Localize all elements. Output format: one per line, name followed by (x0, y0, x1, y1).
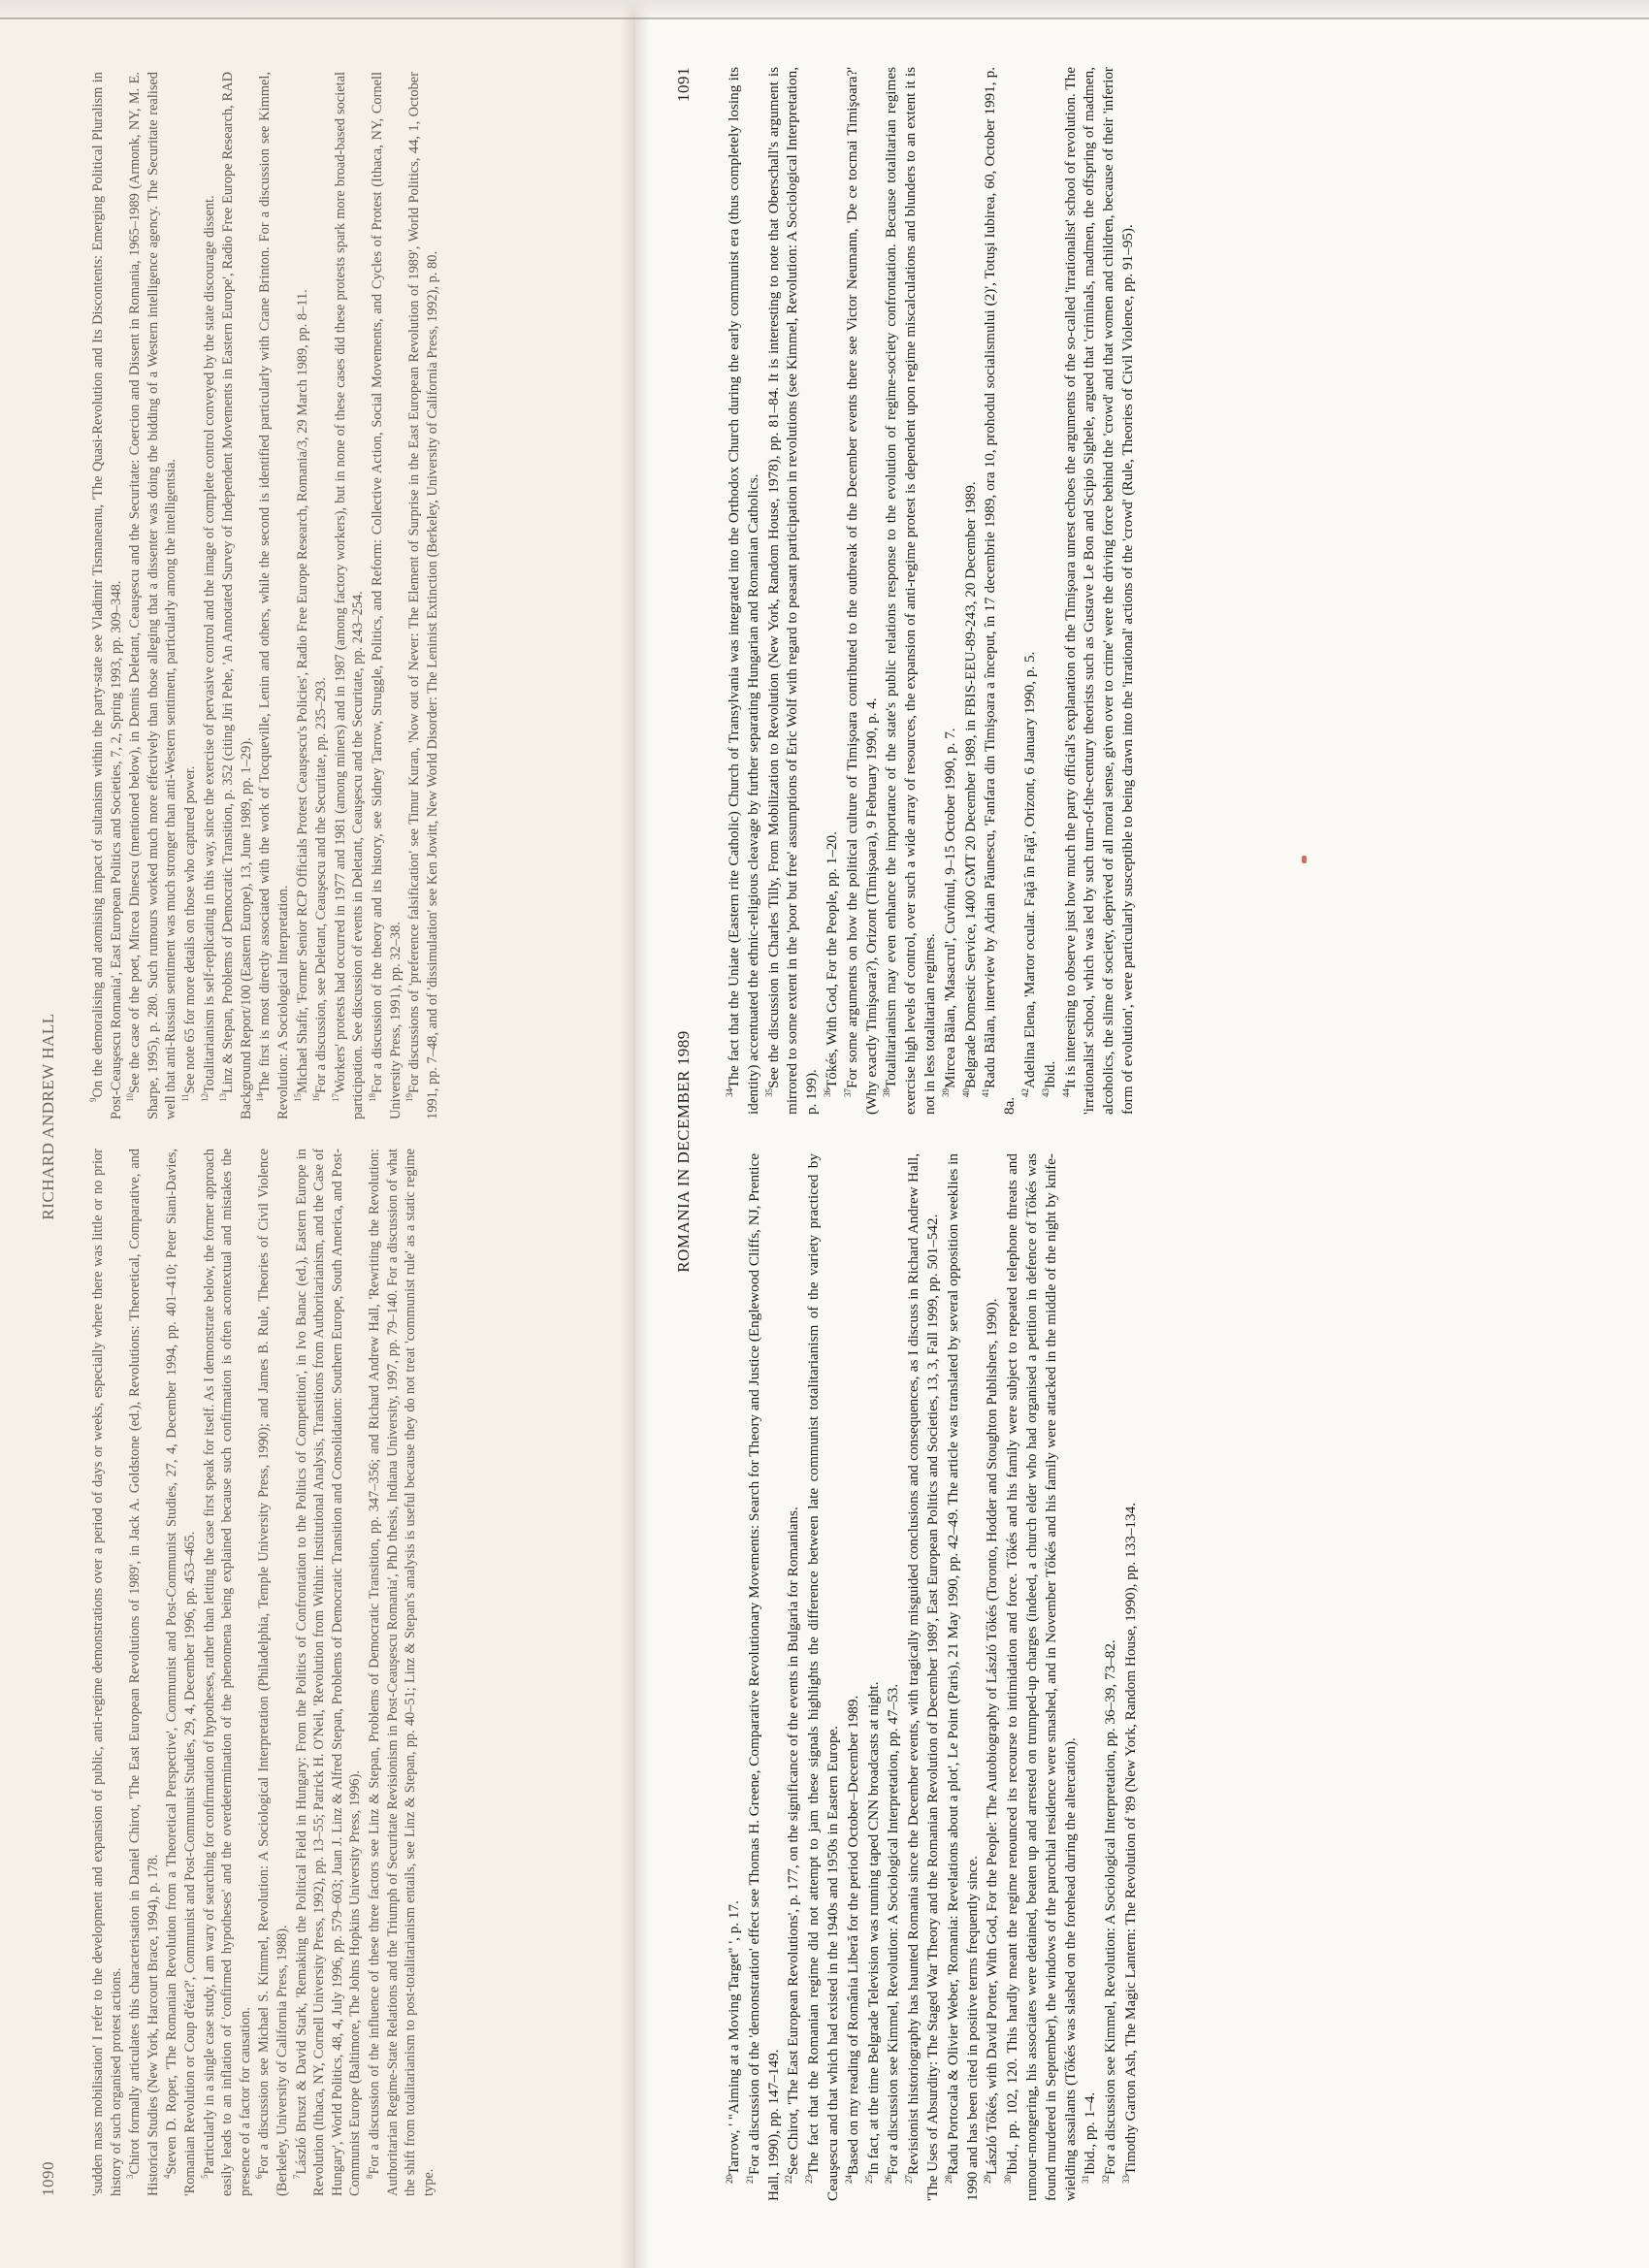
footnote-number: 39 (940, 1088, 951, 1097)
footnote (89, 72, 125, 1119)
footnote-number: 16 (311, 1093, 322, 1102)
footnote (882, 67, 939, 1115)
footnote (725, 67, 763, 1115)
footnote (983, 1153, 1002, 2201)
footnote-text: For a discussion, see Deletant, Ceauşescu and the Securitate, pp. 235–293. (313, 677, 330, 1093)
footnote (181, 72, 200, 1119)
footnote-number: 33 (1120, 2175, 1131, 2184)
left-page-content (39, 72, 621, 2196)
footnote-text: The fact that the Uniate (Eastern rite Catholic) Church of Transylvania was integrated into the Orthodox Church during the early communist era (thus completely losing its identity) accentuated the ethnic-religious cleavage by further separating Hungarian and Romanian Catholics. (726, 67, 761, 1115)
left-running-head: RICHARD ANDREW HALL (39, 1013, 57, 1220)
footnote-number: 22 (784, 2175, 794, 2184)
footnote (784, 1153, 803, 2201)
footnote (864, 1153, 884, 2201)
footnote (312, 72, 331, 1119)
footnote-number: 43 (1040, 1088, 1051, 1097)
footnote-number: 31 (1081, 2175, 1091, 2184)
footnote-text: For a discussion of the 'demonstration' effect see Thomas H. Greene, Comparative Revolutionary Movements: Search for Theory and Justice (Englewood Cliffs, NJ, Prentice Hall, 1990), pp. 147–149. (745, 1153, 782, 2201)
footnote-text: In fact, at the time Belgrade Television was running taped CNN broadcasts at night. (864, 1681, 882, 2175)
footnote-number: 7 (291, 2174, 302, 2179)
footnote (1003, 1153, 1080, 2201)
footnote-text: Based on my reading of România Liberă for the period October–December 1989. (844, 1695, 861, 2175)
footnote-text: On the demoralising and atomising impact of sultanism within the party-state see Vladimir Tismaneanu, 'The Quasi-Revolution and Its Discontents: Emerging Political Pluralism in Post-Ceauşescu Romania', East European Politics and Societies, 7, 2, Spring 1993, pp. 309–348. (90, 72, 124, 1119)
footnote-text: 'sudden mass mobilisation' I refer to the development and expansion of public, anti-regime demonstrations over a period of days or weeks, especially where there was little or no prior history of such organised protest actions. (90, 1149, 124, 2196)
footnote (844, 1153, 863, 2201)
footnote (293, 1149, 365, 2196)
footnote (201, 1149, 255, 2196)
footnote-text: Ibid., pp. 102, 120. This hardly meant the regime renounced its recourse to intimidation and force. Tőkés and his family were subject to repeated telephone threats and rumour-mongering, his associates were detained, beaten up and arrested on trumped-up charges (indeed, a church elder who had organised a petition in defence of Tőkés was found murdered in September), the windows of the parochial residence were smashed, and in November Tőkés and his family were attacked in the middle of the night by knife-wielding assailants (Tőkés was slashed on the forehead during the altercation). (1004, 1153, 1079, 2201)
footnote-text: Steven D. Roper, 'The Romanian Revolution from a Theoretical Perspective', Communist and Post-Communist Studies, 27, 4, December 1994, pp. 401–410; Peter Siani-Davies, 'Romanian Revolution or Coup d'état?', Communist and Post-Communist Studies, 29, 4, December 1996, pp. 453–465. (164, 1149, 198, 2196)
footnote-number: 5 (199, 2174, 210, 2179)
footnote-number: 21 (744, 2175, 755, 2184)
footnote-text: The first is most directly associated with the work of Tocqueville, Lenin and others, while the second is identified particularly with Crane Brinton. For a discussion see Kimmel, Revolution: A Sociological Interpretation. (257, 72, 291, 1119)
left-page-number: 1090 (39, 2161, 57, 2196)
footnote-text: Tőkés, With God, For the People, pp. 1–20. (823, 831, 840, 1088)
footnote (804, 1153, 843, 2201)
footnote-text: Totalitarianism is self-replicating in this way, since the exercise of pervasive control and the image of complete control conveyed by the state discourage dissent. (201, 195, 217, 1093)
footnote-number: 28 (943, 2175, 954, 2184)
footnote (1061, 67, 1138, 1115)
footnote-text: See note 65 for more details on those who captured power. (181, 765, 198, 1094)
footnote-number: 8 (365, 2174, 375, 2179)
footnote-text: Revisionist historiography has haunted Romania since the December events, with tragically misguided conclusions and consequences, as I discuss in Richard Andrew Hall, 'The Uses of Absurdity: The Staged War Theory and the Romanian Revolution of December 1989', East European Politics and Societies, 13, 3, Fall 1999, pp. 501–542. (905, 1153, 941, 2201)
footnote-text: See the discussion in Charles Tilly, From Mobilization to Revolution (New York, Random House, 1978), pp. 81–84. It is interesting to note that Oberschall's argument is mirrored to some extent in the 'poor but free' assumptions of Eric Wolf with regard to peasant participation in revolutions (see Kimmel, Revolution: A Sociological Interpretation, p. 199). (764, 67, 821, 1115)
footnote (1041, 67, 1060, 1115)
footnote (219, 72, 255, 1119)
footnote (745, 1153, 784, 2201)
footnote (1081, 1153, 1100, 2201)
footnote-number: 15 (292, 1093, 303, 1102)
footnote-number: 32 (1101, 2175, 1112, 2184)
footnote-number: 10 (125, 1093, 136, 1102)
footnote-number: 23 (804, 2175, 815, 2184)
footnote-text: Belgrade Domestic Service, 1400 GMT 20 December 1989, in FBIS-EEU-89-243, 20 December 1989. (961, 481, 979, 1088)
footnote-text: Tarrow, ' "Aiming at a Moving Target" ', p. 17. (726, 1900, 742, 2175)
right-footnotes (725, 67, 1141, 2201)
footnote (89, 1149, 125, 2196)
footnote (944, 1153, 983, 2201)
right-page-content (674, 67, 1586, 2201)
footnote-number: 6 (254, 2174, 265, 2179)
footnote-number: 19 (404, 1093, 415, 1102)
footnote-text: Michael Shafir, 'Former Senior RCP Officials Protest Ceauşescu's Policies', Radio Free Europe Research, Romania/3, 29 March 1989, pp. 8–11. (294, 289, 310, 1093)
footnote-text: László Tőkés, with David Porter, With God, For the People: The Autobiography of László Tőkés (Toronto, Hodder and Stoughton Publishers, 1990). (984, 1298, 1001, 2175)
footnote-text: Mircea Bălan, 'Masacrul', Cuvîntul, 9–15 October 1990, p. 7. (941, 728, 958, 1088)
footnote-text: See Chirot, 'The East European Revolutions', p. 177, on the significance of the events in Bulgaria for Romanians. (785, 1507, 802, 2175)
footnote (725, 1153, 744, 2201)
footnote-number: 13 (218, 1093, 229, 1102)
book-gutter (621, 0, 650, 2268)
footnote-text: Particularly in a single case study, I am wary of searching for confirmation of hypotheses, rather than letting the case first speak for itself. As I demonstrate below, the former approach easily leads to an inflation of 'confirmed hypotheses' and the overdetermination of the phenomena being explained because such confirmation is often acontextual and mistakes the presence of a factor for causation. (201, 1149, 253, 2196)
footnote-number: 24 (843, 2175, 854, 2184)
footnote-text: For a discussion see Kimmel, Revolution: A Sociological Interpretation, pp. 47–53. (885, 1683, 902, 2175)
footnote-text: Totalitarianism may even enhance the importance of the state's public relations response to the evolution of regime-society confrontation. Because totalitarian regimes exercise high levels of control, over such a wide array of resources, the expansion of anti-regime protest is dependent upon regime miscalculations and blunders to an extent it is not in less totalitarian regimes. (883, 67, 938, 1115)
footnote (163, 1149, 199, 2196)
footnote-number: 26 (884, 2175, 894, 2184)
footnote (941, 67, 960, 1115)
footnote-number: 4 (162, 2174, 173, 2179)
footnote-text: Radu Bălan, interview by Adrian Păunescu, 'Fanfara din Timişoara a început, în 17 decembrie 1989, ora 10, prohodul socialismului (2)', Totuşi Iubirea, 60, October 1991, p. 8a. (982, 67, 1018, 1115)
footnote-text: Linz & Stepan, Problems of Democratic Transition, p. 352 (citing Jiri Pehe, 'An Annotated Survey of Independent Movements in Eastern Europe', Radio Free Europe Research, RAD Background Report/100 (Eastern Europe), 13, June 1989, pp. 1–29). (220, 72, 254, 1119)
footnote (1020, 67, 1040, 1115)
footnote-number: 12 (199, 1093, 210, 1102)
footnote-text: The fact that the Romanian regime did not attempt to jam these signals highlights the difference between late communist totalitarianism of the variety practiced by Ceauşescu and that which had existed in the 1940s and 1950s in Eastern Europe. (805, 1153, 841, 2201)
footnote-text: For a discussion of the influence of these three factors see Linz & Stepan, Problems of Democratic Transition, pp. 347–356; and Richard Andrew Hall, 'Rewriting the Revolution: Authoritarian Regime-State Relations and the Triumph of Securitate Revisionism in Post-Ceauşescu Romania', PhD thesis, Indiana University, 1997, pp. 79–140. For a discussion of what the shift from totalitarianism to post-totalitarianism entails, see Linz & Stepan, pp. 40–51; Linz & Stepan's analysis is useful because they do not treat 'communist rule' as a static regime type. (366, 1149, 436, 2196)
footnote (764, 67, 822, 1115)
footnote-text: Radu Portocala & Olivier Weber, 'Romania: Revelations about a plot', Le Point (Paris), 21 May 1990, pp. 42–49. The article was translated by several opposition weeklies in 1990 and has been cited in positive terms frequently since. (944, 1153, 981, 2201)
footnote-number: 34 (724, 1088, 734, 1097)
footnote-text: It is interesting to observe just how much the party official's explanation of the Timişoara unrest echoes the arguments of the so-called 'irrationalist' school of revolution. The 'irrationalist' school, which was led by such turn-of-the-century theorists such as Gustave Le Bon and Scipio Sighele, argued that 'criminals, madmen, the offspring of madmen, alcoholics, the slime of society, deprived of all moral sense, given over to crime' were the driving force behind the 'crowd' and that women and children, because of their 'inferior form of evolution', were particularly susceptible to being drawn into the 'irrational' actions of the 'crowd' (Rule, Theories of Civil Violence, pp. 91–95). (1061, 67, 1136, 1115)
footnote-number: 11 (180, 1093, 191, 1102)
footnote-number: 40 (960, 1088, 971, 1097)
footnote-number: 9 (88, 1097, 99, 1102)
footnote-text: Ibid., pp. 1–4. (1082, 2091, 1099, 2175)
footnote-number: 20 (724, 2175, 734, 2184)
footnote-text: Timothy Garton Ash, The Magic Lantern: The Revolution of '89 (New York, Random House, 1990), pp. 133–134. (1121, 1502, 1139, 2175)
footnote (823, 67, 842, 1115)
page-top-rule (0, 17, 1649, 19)
footnote-number: 44 (1060, 1088, 1071, 1097)
footnote (201, 72, 219, 1119)
footnote (256, 72, 292, 1119)
footnote (255, 1149, 291, 2196)
footnote-number: 29 (983, 2175, 993, 2184)
ink-mark (1302, 856, 1307, 863)
right-running-header (674, 67, 725, 2201)
footnote (126, 72, 180, 1119)
footnote-number: 36 (822, 1088, 832, 1097)
footnote (843, 67, 882, 1115)
footnote-text: See the case of the poet, Mircea Dinescu (mentioned below), in Dennis Deletant, Ceauşescu and the Securitate: Coercion and Dissent in Romania, 1965–1989 (Armonk, NY, M. E. Sharpe, 1995), p. 280. Such rumours worked much more effectively than those alleging that a dissenter was doing the bidding of a Western intelligence agency. The Securitate realised well that anti-Russian sentiment was much stronger than anti-Western sentiment, particularly among the intelligentsia. (127, 72, 179, 1119)
footnote (981, 67, 1019, 1115)
footnote-number: 35 (763, 1088, 774, 1097)
footnote-number: 25 (863, 2175, 874, 2184)
footnote-number: 41 (981, 1088, 991, 1097)
left-footnotes (89, 72, 441, 2196)
footnote-text: Workers' protests had occurred in 1977 and 1981 (among miners) and in 1987 (among factory workers), but in none of these cases did these protests spark more broad-based societal participation. See discussion of events in Deletant, Ceauşescu and the Securitate, pp. 243–254. (332, 72, 367, 1119)
footnote (1121, 1153, 1141, 2201)
footnote-number: 38 (882, 1088, 892, 1097)
footnote-text: Ibid. (1041, 1060, 1058, 1088)
footnote-text: For a discussion see Michael S. Kimmel, Revolution: A Sociological Interpretation (Philadelphia, Temple University Press, 1990); and James B. Rule, Theories of Civil Violence (Berkeley, University of California Press, 1988). (256, 1149, 290, 2196)
footnote-number: 30 (1003, 2175, 1014, 2184)
right-running-head: ROMANIA IN DECEMBER 1989 (674, 1030, 693, 1273)
footnote-text: For some arguments on how the political culture of Timişoara contributed to the outbreak of the December events there see Victor Neumann, 'De ce tocmai Timişoara?' (Why exactly Timişoara?), Orizont (Timişoara), 9 February 1990, p. 4. (843, 67, 880, 1115)
footnote-number: 37 (842, 1088, 853, 1097)
footnote (884, 1153, 903, 2201)
footnote (904, 1153, 943, 2201)
left-running-header (39, 72, 89, 2196)
footnote-number: 27 (904, 2175, 915, 2184)
right-page-number: 1091 (674, 67, 693, 103)
footnote-text: For a discussion of the theory and its history, see Sidney Tarrow, Struggle, Politics, and Reform: Collective Action, Social Movements, and Cycles of Protest (Ithaca, NY, Cornell University Press, 1991), pp. 32–38. (369, 72, 404, 1119)
footnote (332, 72, 368, 1119)
footnote-number: 17 (330, 1093, 340, 1102)
footnote-text: László Bruszt & David Stark, 'Remaking the Political Field in Hungary: From the Politics of Confrontation to the Politics of Competition', in Ivo Banac (ed.), Eastern Europe in Revolution (Ithaca, NY, Cornell University Press, 1992), pp. 13–55; Patrick H. O'Neil, 'Revolution from Within: Institutional Analysis, Transitions from Authoritarianism, and the Case of Hungary', World Politics, 48, 4, July 1996, pp. 579–603; Juan J. Linz & Alfred Stepan, Problems of Democratic Transition and Consolidation: Southern Europe, South America, and Post-Communist Europe (Baltimore, The Johns Hopkins University Press, 1996). (293, 1149, 364, 2196)
footnote (294, 72, 312, 1119)
footnote (369, 72, 404, 1119)
footnote (405, 72, 441, 1119)
footnote-number: 14 (255, 1093, 266, 1102)
footnote-text: Chirot formally articulates this characterisation in Daniel Chirot, 'The East European Revolutions of 1989', in Jack A. Goldstone (ed.), Revolutions: Theoretical, Comparative, and Historical Studies (New York, Harcourt Brace, 1994), p. 178. (127, 1149, 161, 2196)
footnote (366, 1149, 437, 2196)
footnote-text: For a discussion see Kimmel, Revolution: A Sociological Interpretation, pp. 36–39, 73–82. (1102, 1639, 1119, 2175)
footnote-number: 18 (368, 1093, 378, 1102)
footnote-number: 42 (1019, 1088, 1030, 1097)
footnote (961, 67, 981, 1115)
footnote-text: Adelina Elena, 'Martor ocular. Faţă în Faţă', Orizont, 6 January 1990, p. 5. (1020, 651, 1038, 1088)
footnote-text: For discussions of 'preference falsification' see Timur Kuran, 'Now out of Never: The Element of Surprise in the East European Revolution of 1989', World Politics, 44, 1, October 1991, pp. 7–48, and of 'dissimulation' see Ken Jowitt, New World Disorder: The Leninist Extinction (Berkeley, University of California Press, 1992), p. 80. (406, 72, 440, 1119)
footnote (126, 1149, 162, 2196)
footnote (1101, 1153, 1120, 2201)
footnote-number: 3 (125, 2174, 136, 2179)
